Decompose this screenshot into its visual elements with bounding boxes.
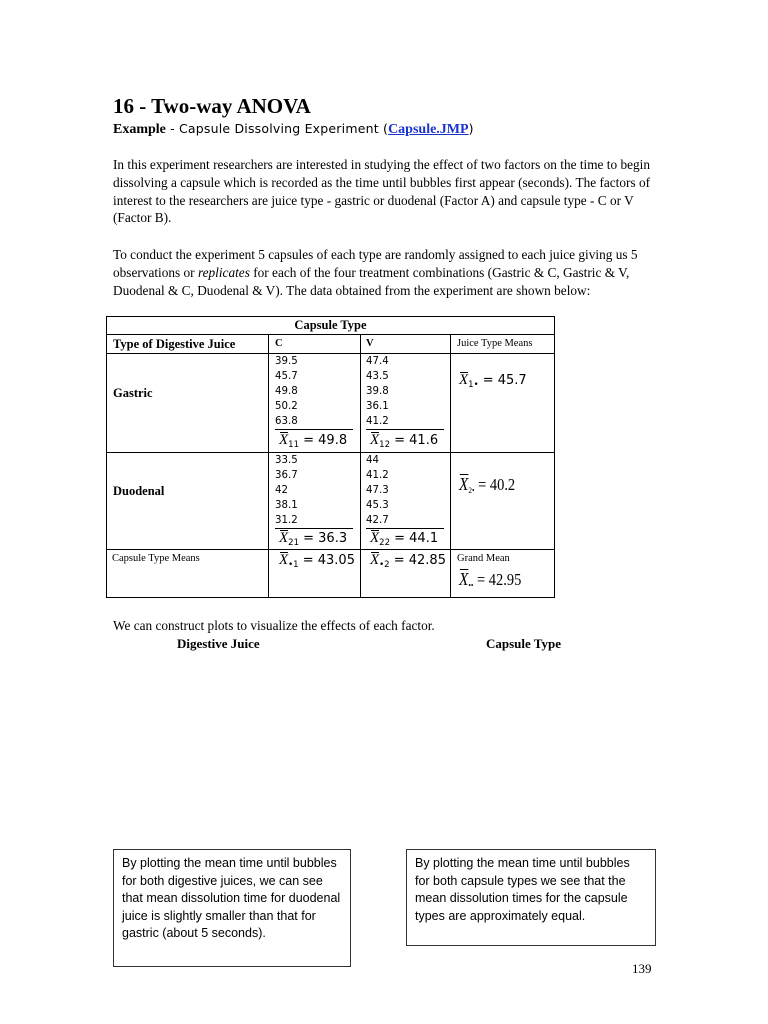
note-capsule-type: By plotting the mean time until bubbles for both capsule types we see that the mean dissolution times for the capsule types are approximately equal.: [406, 849, 656, 946]
table-cell: 47.3: [366, 485, 389, 496]
table-cell: 36.7: [275, 470, 298, 481]
capsule-type-plot-area: [400, 660, 690, 840]
example-close: ): [468, 121, 474, 136]
plot-label-capsule-type: Capsule Type: [486, 636, 562, 651]
mean-capsule-v: $X_{•2} = 42.85$: [370, 552, 446, 570]
digestive-juice-header: Type of Digestive Juice: [113, 337, 236, 351]
duodenal-c-values: [275, 453, 298, 528]
gastric-c-values: [275, 354, 298, 429]
capsule-jmp-link[interactable]: Capsule.JMP: [388, 122, 469, 137]
table-cell: 38.1: [275, 500, 298, 511]
juice-means-header: Juice Type Means: [457, 338, 533, 349]
table-cell: 50.2: [275, 401, 298, 412]
table-cell: 42: [275, 485, 288, 496]
example-label: Example: [113, 122, 166, 137]
gastric-v-values: [366, 354, 389, 429]
table-cell: 49.8: [275, 386, 298, 397]
table-cell: 45.7: [275, 371, 298, 382]
intro-paragraph-1: In this experiment researchers are interested in studying the effect of two factors on the time to begin dissolving a capsule which is recorded as the time until bubbles first appear (seconds). The factors of interest to the researchers are juice type - gastric or duodenal (Factor A) and capsule type - C or V (Factor B).: [113, 157, 651, 226]
table-cell: 33.5: [275, 455, 298, 466]
intro-paragraph-2: To conduct the experiment 5 capsules of each type are randomly assigned to each juice giving us 5 observations or replicates for each of the four treatment combinations (Gastric & C, Gastric & V, Duodenal & C, Duodenal & V). The data obtained from the experiment are shown below:: [113, 247, 638, 298]
mean-gastric-juice: $X_{1•} = 45.7$: [459, 372, 527, 390]
col-c-header: C: [275, 338, 283, 349]
table-cell: 39.5: [275, 356, 298, 367]
mean-duodenal-juice: $X_{2•} = 40.2$: [459, 474, 516, 495]
table-cell: 39.8: [366, 386, 389, 397]
digestive-juice-plot-area: [113, 660, 403, 840]
mean-duodenal-v: $X_{22} = 44.1$: [370, 530, 439, 548]
table-cell: 47.4: [366, 356, 389, 367]
grand-mean-label: Grand Mean: [457, 553, 510, 564]
gastric-label: Gastric: [113, 386, 153, 400]
table-cell: 41.2: [366, 470, 389, 481]
table-cell: 41.2: [366, 416, 389, 427]
mean-duodenal-c: $X_{21} = 36.3$: [279, 530, 348, 548]
table-cell: 31.2: [275, 515, 298, 526]
duodenal-label: Duodenal: [113, 484, 165, 498]
grand-mean-value: $X_{••} = 42.95$: [459, 569, 522, 590]
note-digestive-juice: By plotting the mean time until bubbles for both digestive juices, we can see that mean dissolution time for duodenal juice is slightly smaller than that for gastric (about 5 seconds).: [113, 849, 351, 967]
plots-intro: We can construct plots to visualize the effects of each factor.: [113, 618, 435, 633]
table-cell: 45.3: [366, 500, 389, 511]
page-number: 139: [632, 961, 652, 976]
data-table: [106, 316, 555, 598]
table-cell: 63.8: [275, 416, 298, 427]
capsule-means-label: Capsule Type Means: [112, 553, 200, 564]
duodenal-v-values: [366, 453, 389, 528]
table-cell: 36.1: [366, 401, 389, 412]
table-cell: 42.7: [366, 515, 389, 526]
plot-label-digestive-juice: Digestive Juice: [177, 636, 260, 651]
mean-capsule-c: $X_{•1} = 43.05$: [279, 552, 355, 570]
mean-gastric-v: $X_{12} = 41.6$: [370, 432, 439, 450]
page-title: 16 - Two-way ANOVA: [113, 94, 311, 118]
capsule-type-header: Capsule Type: [294, 318, 367, 332]
example-subtitle: [113, 121, 474, 138]
mean-gastric-c: $X_{11} = 49.8$: [279, 432, 348, 450]
table-cell: 43.5: [366, 371, 389, 382]
col-v-header: V: [366, 338, 374, 349]
table-cell: 44: [366, 455, 379, 466]
example-text: - Capsule Dissolving Experiment (: [165, 121, 389, 136]
replicates-term: replicates: [197, 264, 250, 280]
